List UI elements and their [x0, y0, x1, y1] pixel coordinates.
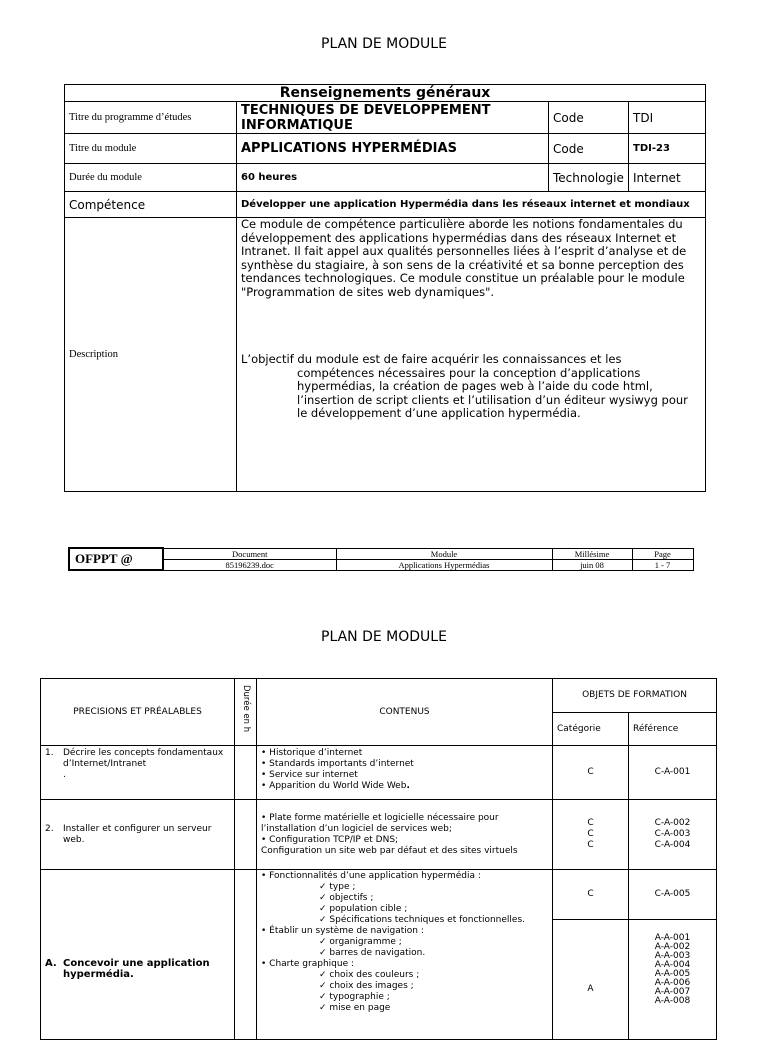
contents-1 [257, 746, 553, 800]
reference-value: C-A-002 [654, 818, 691, 828]
reference-value: A-A-005 [654, 969, 691, 979]
description-cell [237, 218, 706, 492]
footer-document-value: 85196239.doc [163, 559, 336, 570]
competence-value: Développer une application Hypermédia dans les réseaux internet et mondiaux [237, 192, 706, 218]
precision-1-text: Décrire les concepts fondamentaux d’Internet/Intranet [63, 748, 224, 769]
precision-2 [41, 800, 235, 870]
precision-a-text: Concevoir une application hypermédia. [63, 958, 210, 980]
content-item: • Charte graphique : [261, 959, 548, 970]
footer-header-module: Module [336, 548, 552, 559]
duree-a [235, 870, 257, 1040]
module-plan-table [40, 678, 717, 1040]
technologie-value: Internet [629, 164, 706, 192]
header-objets: OBJETS DE FORMATION [553, 679, 717, 713]
footer-header-page: Page [632, 548, 693, 559]
programme-code-value: TDI [629, 102, 706, 134]
reference-value: A-A-004 [654, 960, 691, 970]
description-para-2-first: L’objectif du module est de faire acquérir les connaissances et les [241, 352, 622, 366]
reference-value: C-A-004 [654, 840, 691, 850]
content-item: • Établir un système de navigation : [261, 926, 548, 937]
reference-value: A-A-008 [654, 996, 691, 1006]
content-item: • Configuration TCP/IP et DNS; [261, 835, 548, 846]
check-item: ✓ typographie ; [319, 992, 548, 1003]
module-code-label: Code [549, 134, 629, 164]
header-contenus: CONTENUS [257, 679, 553, 746]
programme-label: Titre du programme d’études [65, 102, 237, 134]
reference-a-bottom [629, 920, 717, 1040]
categorie-2 [553, 800, 629, 870]
module-code-value: TDI-23 [629, 134, 706, 164]
contents-a [257, 870, 553, 1040]
content-item: • Plate forme matérielle et logicielle nécessaire pour l’installation d’un logiciel de services web; [261, 813, 548, 835]
section-header: Renseignements généraux [65, 85, 706, 102]
check-item: ✓ organigramme ; [319, 937, 548, 948]
check-item: ✓ mise en page [319, 1003, 548, 1014]
header-duree: Durée en h [241, 685, 251, 733]
footer-page-value: 1 - 7 [632, 559, 693, 570]
categorie-a-top: C [553, 870, 629, 920]
content-item: • Service sur internet [261, 770, 548, 781]
precision-a-number: A. [45, 958, 57, 969]
content-item: • Fonctionnalités d’une application hypermédia : [261, 871, 548, 882]
check-item: ✓ Spécifications techniques et fonctionnelles. [319, 915, 548, 926]
categorie-value: C [587, 829, 594, 839]
precision-1 [41, 746, 235, 800]
reference-value: A-A-002 [654, 942, 691, 952]
contents-2 [257, 800, 553, 870]
footer-module-value: Applications Hypermédias [336, 559, 552, 570]
content-item: • Historique d’internet [261, 748, 548, 759]
reference-value: A-A-007 [654, 987, 691, 997]
module-label: Titre du module [65, 134, 237, 164]
general-info-table [64, 84, 706, 492]
module-value: APPLICATIONS HYPERMÉDIAS [237, 134, 549, 164]
header-reference: Référence [629, 713, 717, 746]
footer-millesime-value: juin 08 [552, 559, 632, 570]
content-item: • Apparition du World Wide Web. [261, 781, 548, 792]
duree-value: 60 heures [237, 164, 549, 192]
duree-2 [235, 800, 257, 870]
reference-value: A-A-006 [654, 978, 691, 988]
categorie-a-bottom: A [553, 920, 629, 1040]
reference-value: C-A-003 [654, 829, 691, 839]
technologie-label: Technologie [549, 164, 629, 192]
duree-label: Durée du module [65, 164, 237, 192]
header-duree-cell [235, 679, 257, 746]
content-item: • Standards importants d’internet [261, 759, 548, 770]
precision-a [41, 870, 235, 1040]
check-item: ✓ type ; [319, 882, 548, 893]
footer-header-millesime: Millésime [552, 548, 632, 559]
header-precisions: PRECISIONS ET PRÉALABLES [41, 679, 235, 746]
page-title: PLAN DE MODULE [321, 36, 447, 52]
check-item: ✓ choix des images ; [319, 981, 548, 992]
document-footer [68, 547, 694, 571]
precision-2-text: Installer et configurer un serveur web. [63, 823, 212, 845]
competence-label: Compétence [65, 192, 237, 218]
reference-value: A-A-001 [654, 933, 691, 943]
footer-header-document: Document [163, 548, 336, 559]
content-extra: Configuration un site web par défaut et des sites virtuels [261, 845, 518, 856]
categorie-value: C [587, 840, 594, 850]
reference-value: A-A-003 [654, 951, 691, 961]
check-item: ✓ objectifs ; [319, 893, 548, 904]
page2-title: PLAN DE MODULE [321, 629, 447, 645]
check-item: ✓ choix des couleurs ; [319, 970, 548, 981]
categorie-1: C [553, 746, 629, 800]
precision-1-dot: . [63, 770, 66, 780]
reference-2 [629, 800, 717, 870]
check-item: ✓ population cible ; [319, 904, 548, 915]
check-item: ✓ barres de navigation. [319, 948, 548, 959]
reference-1: C-A-001 [629, 746, 717, 800]
duree-1 [235, 746, 257, 800]
footer-org: OFPPT @ [69, 548, 163, 570]
description-label: Description [65, 218, 237, 492]
programme-value: TECHNIQUES DE DEVELOPPEMENT INFORMATIQUE [237, 102, 549, 134]
categorie-value: C [587, 818, 594, 828]
header-categorie: Catégorie [553, 713, 629, 746]
reference-a-top: C-A-005 [629, 870, 717, 920]
precision-2-number: 2. [45, 823, 54, 834]
programme-code-label: Code [549, 102, 629, 134]
description-para-1: Ce module de compétence particulière aborde les notions fondamentales du développement des applications hypermédias dans des réseaux Internet et Intranet. Il fait appel aux qualités personnelles liées à l’esprit d’analyse et de synthèse du stagiaire, à son sens de la créativité et sa bonne perception des tendances technologiques. Ce module constitue un préalable pour le module "Programmation de sites web dynamiques". [241, 217, 687, 299]
description-para-2-rest: compétences nécessaires pour la conception d’applications hypermédias, la création de pages web à l’aide du code html, l’insertion de script clients et l’utilisation d’un éditeur wysiwyg pour le développement d’une application hypermédia. [297, 365, 688, 420]
precision-1-number: 1. [45, 748, 54, 758]
